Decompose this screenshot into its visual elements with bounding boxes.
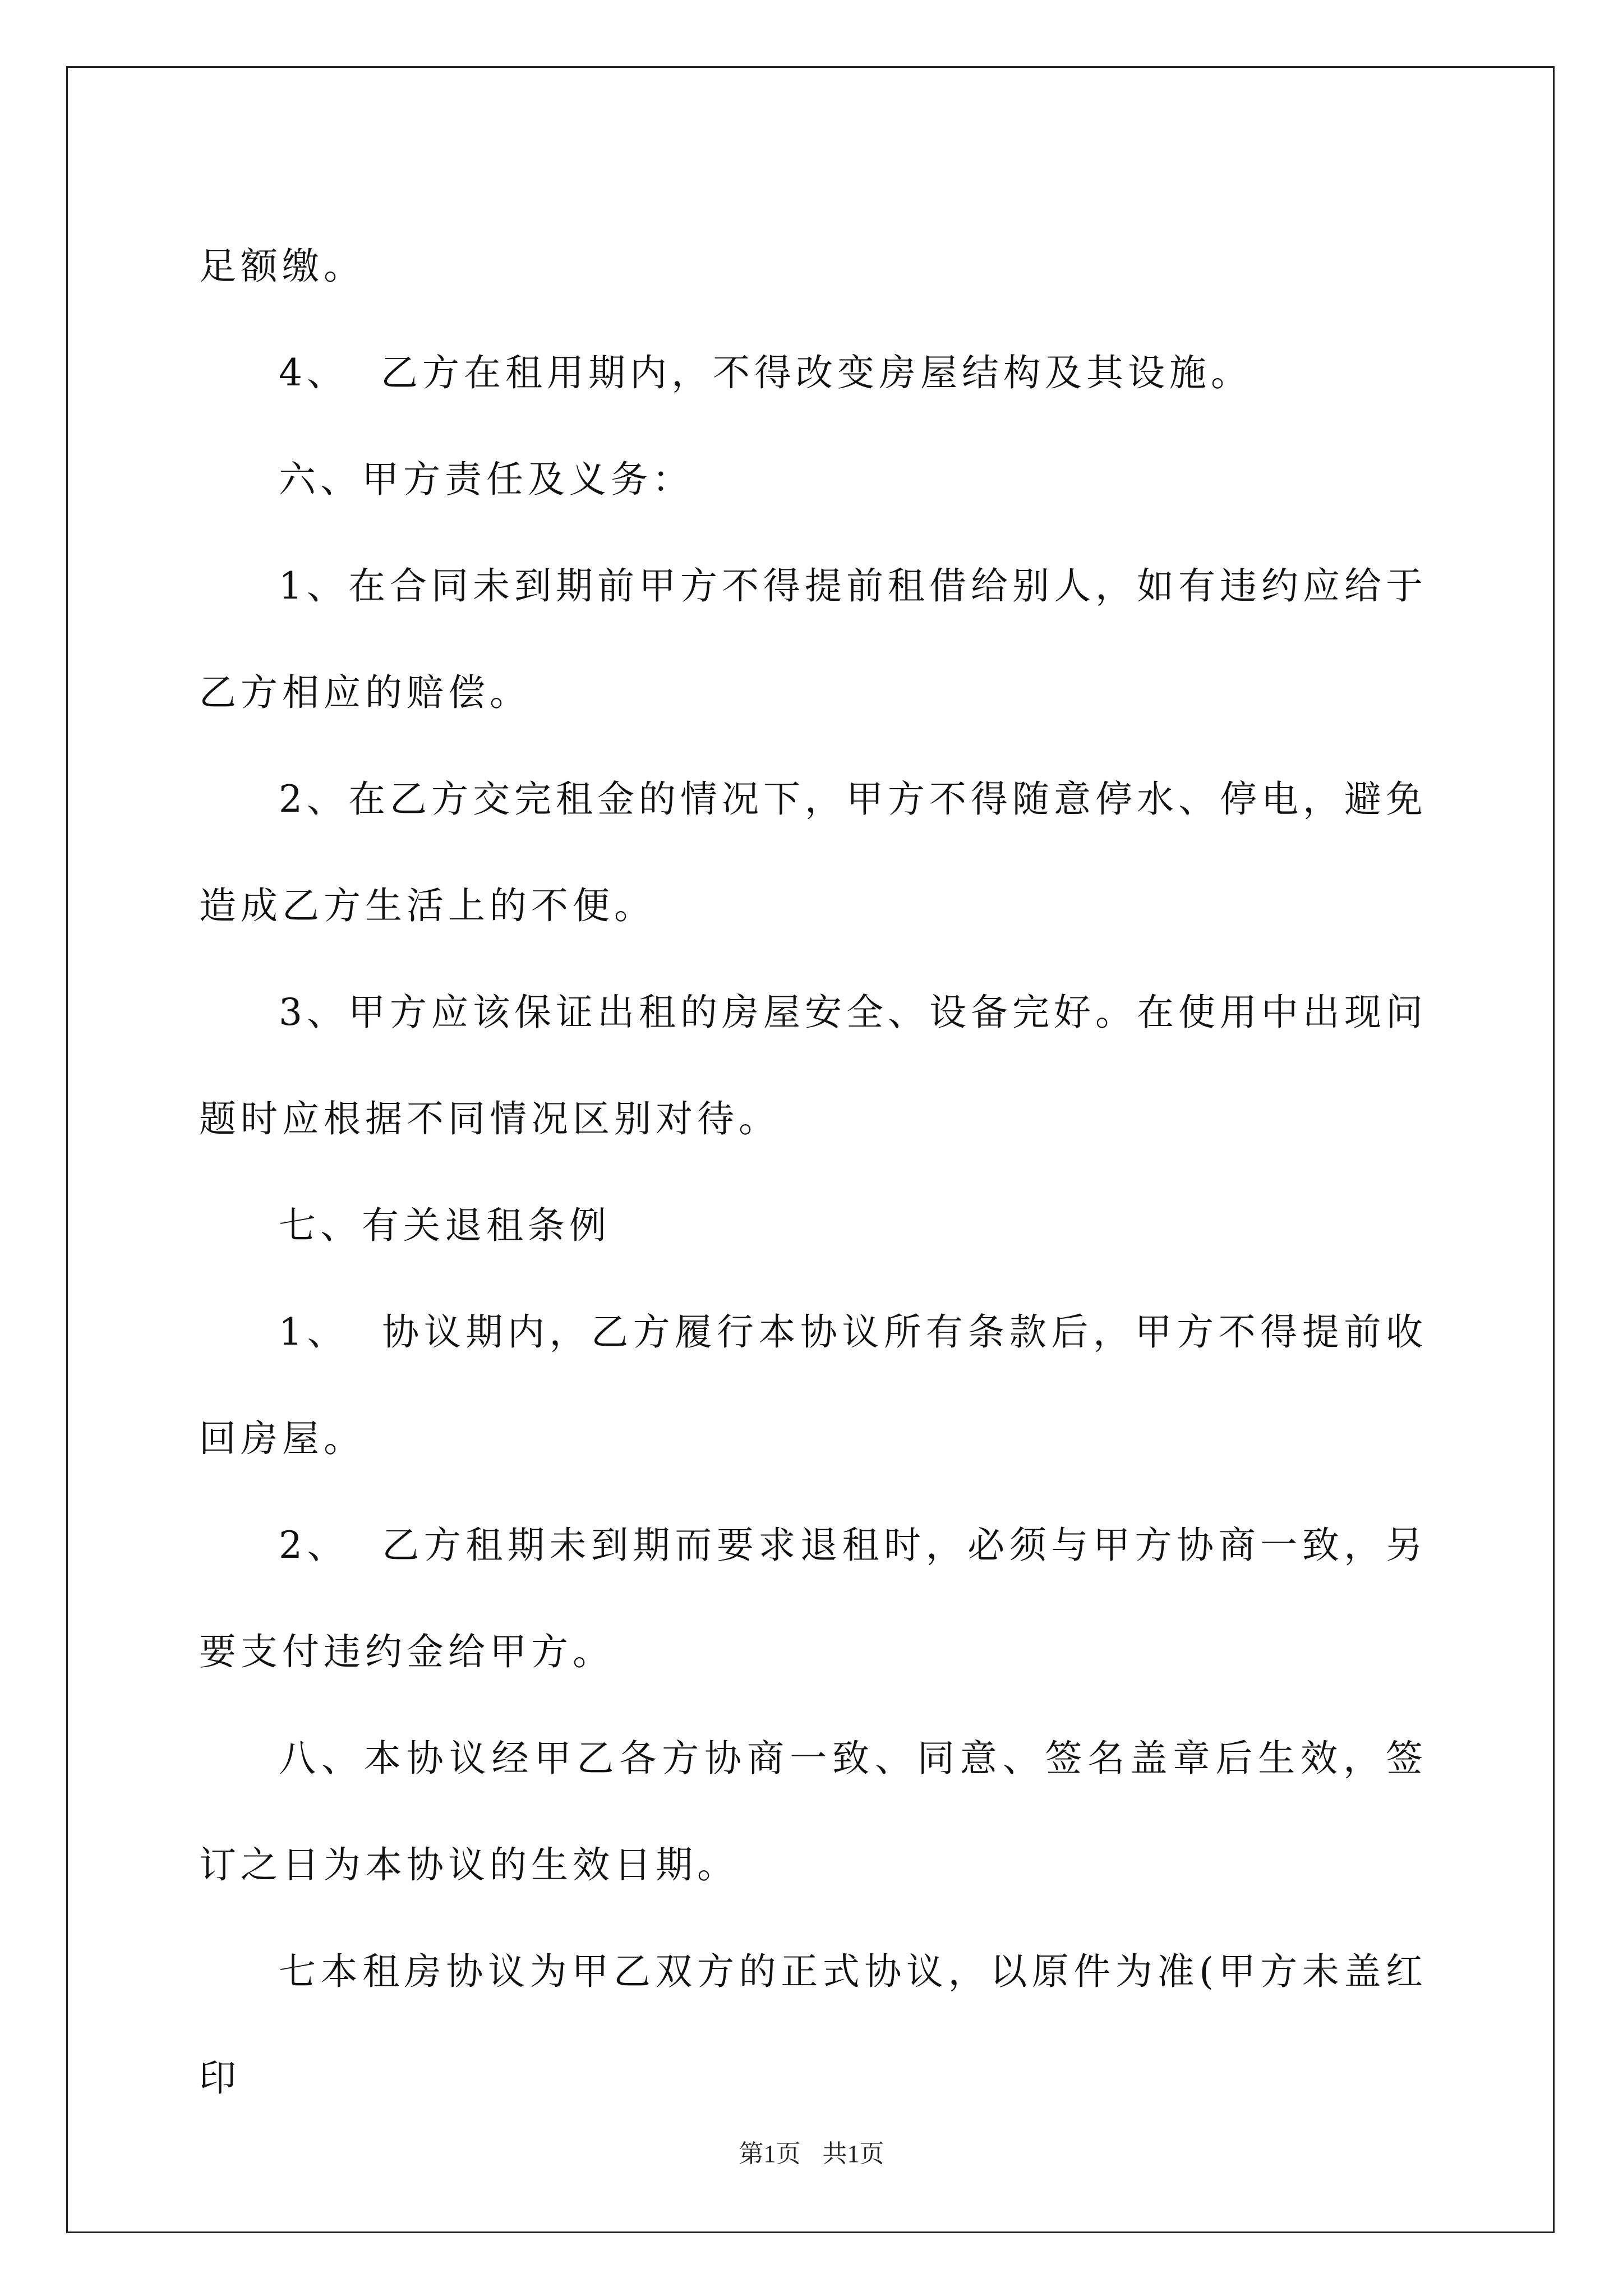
paragraph-4: 1、在合同未到期前甲方不得提前租借给别人，如有违约应给于乙方相应的赔偿。: [199, 564, 1427, 714]
paragraph-9: 2、 乙方租期未到期而要求退租时，必须与甲方协商一致，另要支付违约金给甲方。: [199, 1524, 1427, 1673]
paragraph-8: 1、 协议期内，乙方履行本协议所有条款后，甲方不得提前收回房屋。: [199, 1310, 1427, 1460]
page-total: 共1页: [822, 2140, 884, 2168]
paragraph-10: 八、本协议经甲乙各方协商一致、同意、签名盖章后生效，签订之日为本协议的生效日期。: [199, 1737, 1427, 1887]
paragraph-5: 2、在乙方交完租金的情况下，甲方不得随意停水、停电，避免造成乙方生活上的不便。: [199, 777, 1427, 927]
paragraph-11: 七本租房协议为甲乙双方的正式协议，以原件为准(甲方未盖红印: [199, 1950, 1427, 2100]
paragraph-1: 足额缴。: [199, 245, 365, 288]
document-body: [199, 213, 1427, 2132]
page-footer: [0, 2137, 1623, 2171]
paragraph-2: 4、 乙方在租用期内，不得改变房屋结构及其设施。: [279, 351, 1252, 394]
page-number: 第1页: [739, 2140, 801, 2168]
section-heading-7: 七、有关退租条例: [279, 1204, 611, 1247]
paragraph-6: 3、甲方应该保证出租的房屋安全、设备完好。在使用中出现问题时应根据不同情况区别对待。: [199, 991, 1427, 1140]
section-heading-6: 六、甲方责任及义务：: [279, 458, 694, 501]
